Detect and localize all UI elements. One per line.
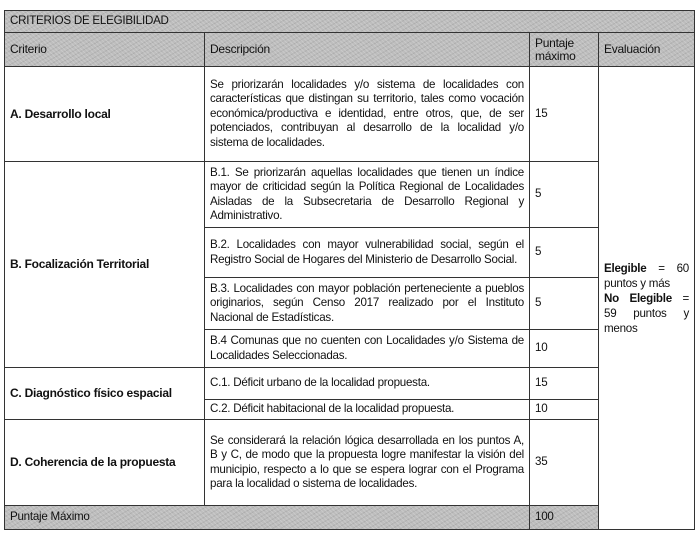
header-criterio: Criterio: [5, 33, 205, 67]
puntaje-b2: 5: [530, 228, 599, 278]
descripcion-b4: B.4 Comunas que no cuenten con Localidades y/o Sistema de Localidades Seleccionadas.: [205, 330, 530, 368]
footer-row: [5, 506, 695, 530]
descripcion-a: Se priorizarán localidades y/o sistema de localidades con características que distingan su territorio, tales como vocación económica/productiva e identidad, entre otros, que, de ser potenciados, contribuyan al desarrollo de la localidad y/o sistema de localidades.: [205, 67, 530, 162]
elegible-text: = 60 puntos y más: [604, 261, 689, 290]
descripcion-d: Se considerará la relación lógica desarrollada en los puntos A, B y C, de modo que la propuesta logre manifestar la visión del municipio, respecto a lo que se espera lograr con el Programa para la localidad o sistema de localidades.: [205, 420, 530, 506]
criterio-d: D. Coherencia de la propuesta: [5, 420, 205, 506]
table-row: [5, 67, 695, 162]
descripcion-c1: C.1. Déficit urbano de la localidad propuesta.: [205, 368, 530, 400]
header-row: [5, 33, 695, 67]
table-row: [5, 162, 695, 228]
criterio-b: B. Focalización Territorial: [5, 162, 205, 368]
criterio-a: A. Desarrollo local: [5, 67, 205, 162]
footer-label: Puntaje Máximo: [5, 506, 530, 530]
table-row: [5, 368, 695, 400]
elegible-label: Elegible: [604, 261, 647, 275]
no-elegible-text: = 59 puntos y menos: [604, 291, 689, 335]
descripcion-b2: B.2. Localidades con mayor vulnerabilidad social, según el Registro Social de Hogares del Ministerio de Desarrollo Social.: [205, 228, 530, 278]
puntaje-b4: 10: [530, 330, 599, 368]
table-title: CRITERIOS DE ELEGIBILIDAD: [5, 11, 695, 33]
puntaje-b3: 5: [530, 278, 599, 330]
criterio-c: C. Diagnóstico físico espacial: [5, 368, 205, 420]
puntaje-d: 35: [530, 420, 599, 506]
descripcion-b3: B.3. Localidades con mayor población perteneciente a pueblos originarios, según Censo 2017 realizado por el Instituto Nacional de Estadísticas.: [205, 278, 530, 330]
table-row: [5, 420, 695, 506]
evaluacion-cell: [599, 67, 695, 530]
puntaje-a: 15: [530, 67, 599, 162]
header-evaluacion: Evaluación: [599, 33, 695, 67]
puntaje-c2: 10: [530, 400, 599, 420]
no-elegible-label: No Elegible: [604, 291, 672, 305]
eligibility-criteria-table: [4, 10, 695, 530]
puntaje-b1: 5: [530, 162, 599, 228]
descripcion-c2: C.2. Déficit habitacional de la localidad propuesta.: [205, 400, 530, 420]
descripcion-b1: B.1. Se priorizarán aquellas localidades que tienen un índice mayor de criticidad según la Política Regional de Localidades Aisladas de la Subsecretaria de Desarrollo Regional y Administrativo.: [205, 162, 530, 228]
header-puntaje: Puntaje máximo: [530, 33, 599, 67]
footer-total: 100: [530, 506, 599, 530]
header-descripcion: Descripción: [205, 33, 530, 67]
puntaje-c1: 15: [530, 368, 599, 400]
table-title-row: [5, 11, 695, 33]
